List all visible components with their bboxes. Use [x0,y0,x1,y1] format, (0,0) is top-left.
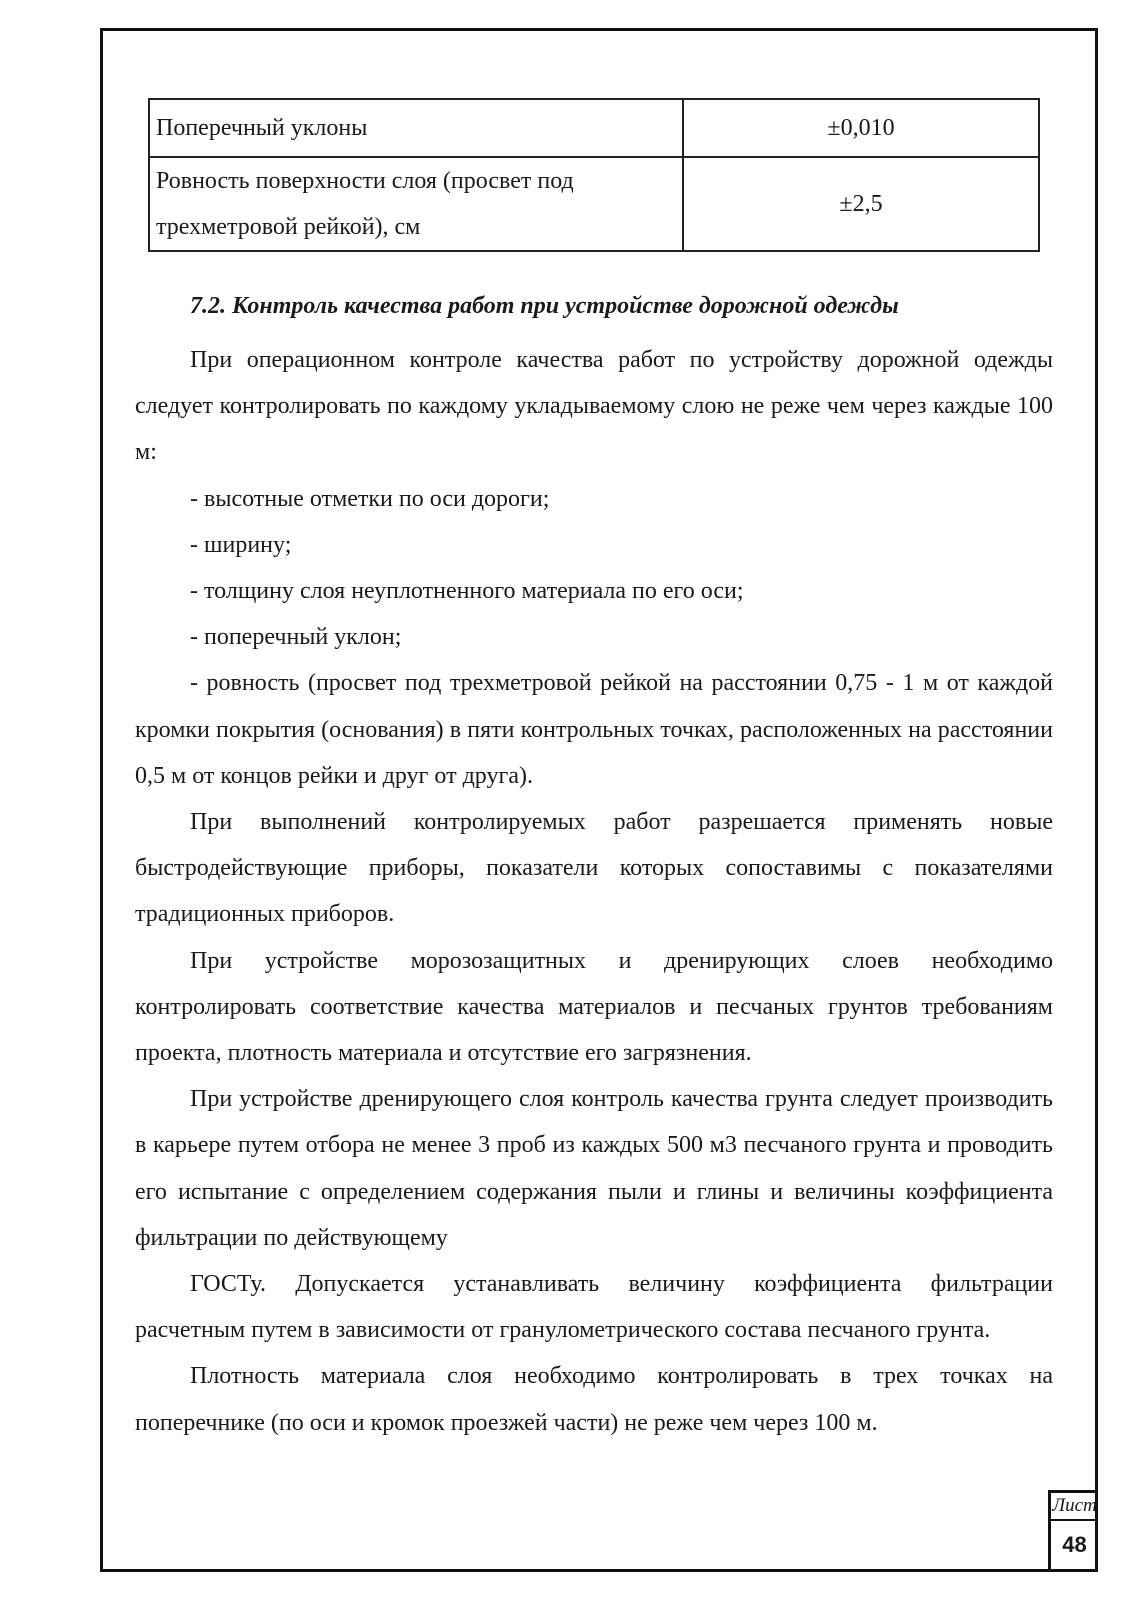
paragraph: При устройстве дренирующего слоя контроль качества грунта следует производить в карьере путем отбора не менее 3 проб из каждых 500 м3 песчаного грунта и проводить его испытание с определением содержания пыли и глины и величины коэффициента фильтрации по действующему [135,1086,1053,1251]
sheet-stamp [1048,1490,1098,1572]
table-cell-value: ±2,5 [683,157,1039,251]
tolerance-table [148,98,1040,252]
table-row [149,99,1039,157]
list-item: - высотные отметки по оси дороги; [190,485,550,512]
paragraph: При устройстве морозозащитных и дренирующих слоев необходимо контролировать соответствие качества материалов и песчаных грунтов требованиям проекта, плотность материала и отсутствие его загрязнения. [135,947,1053,1067]
list-item: - толщину слоя неуплотненного материала по его оси; [190,578,744,605]
section-body [135,337,1053,1446]
table-cell-value: ±0,010 [683,99,1039,157]
page-number: 48 [1062,1532,1087,1557]
table-cell-param: Ровность поверхности слоя (просвет под трехметровой рейкой), см [149,157,683,251]
paragraph: При выполнений контролируемых работ разрешается применять новые быстродействующие приборы, показатели которых сопоставимы с показателями традиционных приборов. [135,809,1053,928]
paragraph: При операционном контроле качества работ по устройству дорожной одежды следует контролировать по каждому укладываемому слою не реже чем через каждые 100 м: [135,347,1053,466]
sheet-label: Лист [1051,1493,1098,1521]
list-item: - ширину; [190,531,292,558]
table-cell-param: Поперечный уклоны [149,99,683,157]
section-heading: 7.2. Контроль качества работ при устройстве дорожной одежды [190,293,899,319]
paragraph: Плотность материала слоя необходимо контролировать в трех точках на поперечнике (по оси и кромок проезжей части) не реже чем через 100 м. [135,1363,1053,1436]
paragraph: ГОСТу. Допускается устанавливать величину коэффициента фильтрации расчетным путем в зависимости от гранулометрического состава песчаного грунта. [135,1271,1053,1344]
list-item: - поперечный уклон; [190,624,402,651]
list-item: - ровность (просвет под трехметровой рейкой на расстоянии 0,75 - 1 м от каждой кромки покрытия (основания) в пяти контрольных точках, расположенных на расстоянии 0,5 м от концов рейки и друг от друга). [135,670,1053,789]
table-row [149,157,1039,251]
